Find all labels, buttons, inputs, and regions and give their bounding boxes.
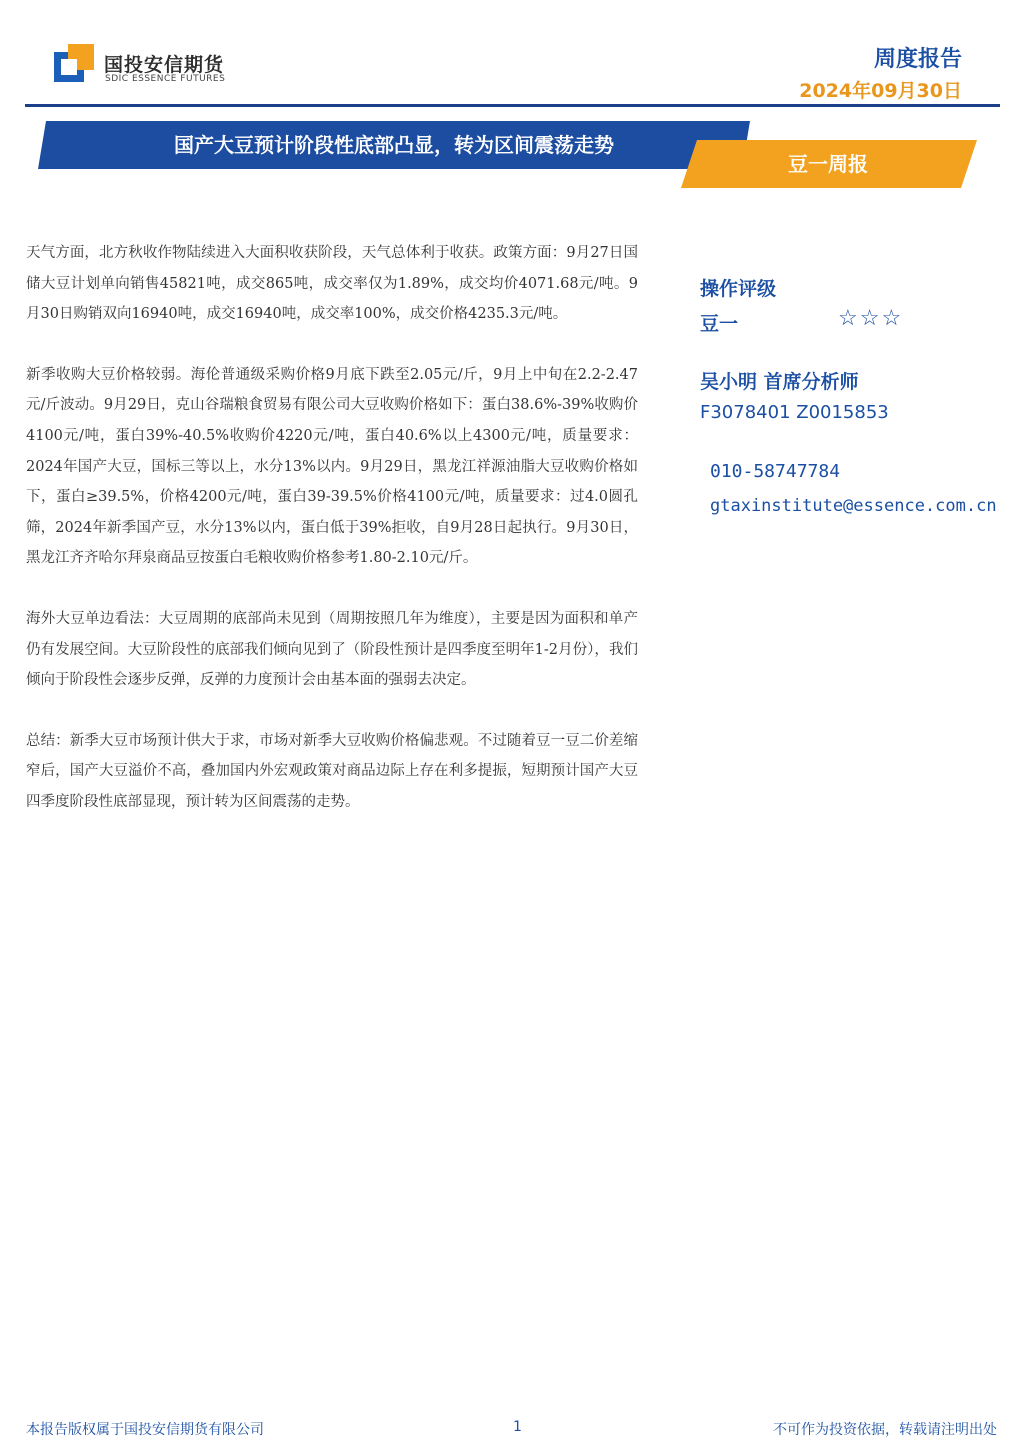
logo-chinese-name: 国投安信期货 xyxy=(104,54,225,76)
report-title: 国产大豆预计阶段性底部凸显，转为区间震荡走势 xyxy=(174,133,614,157)
logo-mark-icon xyxy=(54,42,96,84)
logo-english-name: SDIC ESSENCE FUTURES xyxy=(105,74,226,84)
rating-title: 操作评级 xyxy=(700,278,777,300)
report-date: 2024年09月30日 xyxy=(799,80,962,102)
contact-email[interactable]: gtaxinstitute@essence.com.cn xyxy=(710,496,997,516)
rating-stars-icon: ☆☆☆ xyxy=(838,306,904,331)
rating-product: 豆一 xyxy=(700,313,739,335)
footer-disclaimer: 不可作为投资依据，转载请注明出处 xyxy=(773,1422,997,1438)
paragraph-purchase-prices: 新季收购大豆价格较弱。海伦普通级采购价格9月底下跌至2.05元/斤，9月上中旬在2.2-2.47元/斤波动。9月29日，克山谷瑞粮食贸易有限公司大豆收购价格如下：蛋白38.6%-39%收购价4100元/吨，蛋白39%-40.5%收购价4220元/吨，蛋白40.6%以上4300元/吨，质量要求：2024年国产大豆，国标三等以上，水分13%以内。9月29日，黑龙江祥源油脂大豆收购价格如下，蛋白≥39.5%，价格4200元/吨，蛋白39-39.5%价格4100元/吨，质量要求：过4.0圆孔筛，2024年新季国产豆，水分13%以内，蛋白低于39%拒收，自9月28日起执行。9月30日，黑龙江齐齐哈尔拜泉商品豆按蛋白毛粮收购价格参考1.80-2.10元/斤。 xyxy=(26,366,638,567)
header-divider xyxy=(25,104,1000,107)
page-number: 1 xyxy=(513,1419,522,1435)
paragraph-overseas-view: 海外大豆单边看法：大豆周期的底部尚未见到（周期按照几年为维度），主要是因为面积和单产仍有发展空间。大豆阶段性的底部我们倾向见到了（阶段性预计是四季度至明年1-2月份），我们倾向于阶段性会逐步反弹，反弹的力度预计会由基本面的强弱去决定。 xyxy=(26,610,638,689)
report-body xyxy=(26,238,638,848)
report-type: 周度报告 xyxy=(873,47,962,72)
paragraph-summary: 总结：新季大豆市场预计供大于求，市场对新季大豆收购价格偏悲观。不过随着豆一豆二价差缩窄后，国产大豆溢价不高，叠加国内外宏观政策对商品边际上存在利多提振，短期预计国产大豆四季度阶段性底部显现，预计转为区间震荡的走势。 xyxy=(26,732,638,810)
contact-phone: 010-58747784 xyxy=(710,461,841,482)
footer-copyright: 本报告版权属于国投安信期货有限公司 xyxy=(26,1422,264,1438)
report-category-tag: 豆一周报 xyxy=(788,152,868,176)
analyst-name: 吴小明 首席分析师 xyxy=(700,371,859,393)
paragraph-weather-policy: 天气方面，北方秋收作物陆续进入大面积收获阶段，天气总体利于收获。政策方面：9月27日国储大豆计划单向销售45821吨，成交865吨，成交率仅为1.89%，成交均价4071.68元/吨。9月30日购销双向16940吨，成交16940吨，成交率100%，成交价格4235.3元/吨。 xyxy=(26,245,638,323)
company-logo xyxy=(54,42,244,88)
analyst-certificates: F3078401 Z0015853 xyxy=(700,402,889,423)
